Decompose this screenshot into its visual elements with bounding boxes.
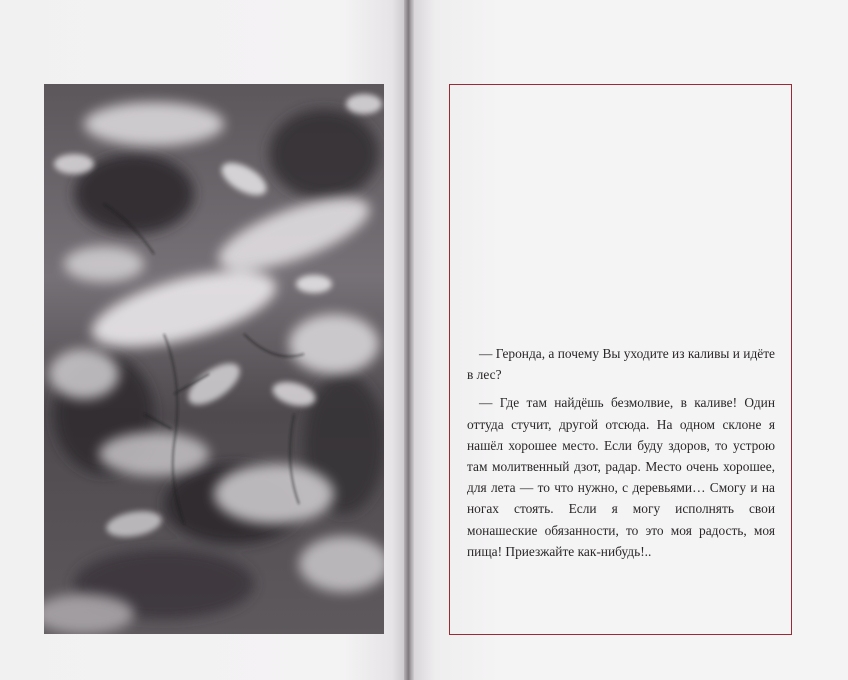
- paragraph: — Где там найдёшь безмолвие, в каливе! Один оттуда стучит, другой отсюда. На одном склоне я нашёл хорошее место. Если буду здоров, то устрою там молитвенный дзот, радар. Место очень хорошее, для лета — то что нужно, с деревьями… Смогу и на ногах стоять. Если я могу исполнять свои монашеские обязанности, то это моя радость, моя пища! Приезжайте как-нибудь!..: [467, 395, 775, 559]
- left-page: [0, 0, 404, 680]
- page-text: [467, 343, 775, 569]
- book-gutter: [404, 0, 414, 680]
- forest-photo: [44, 84, 384, 634]
- paragraph: — Геронда, а почему Вы уходите из каливы и идёте в лес?: [467, 346, 775, 383]
